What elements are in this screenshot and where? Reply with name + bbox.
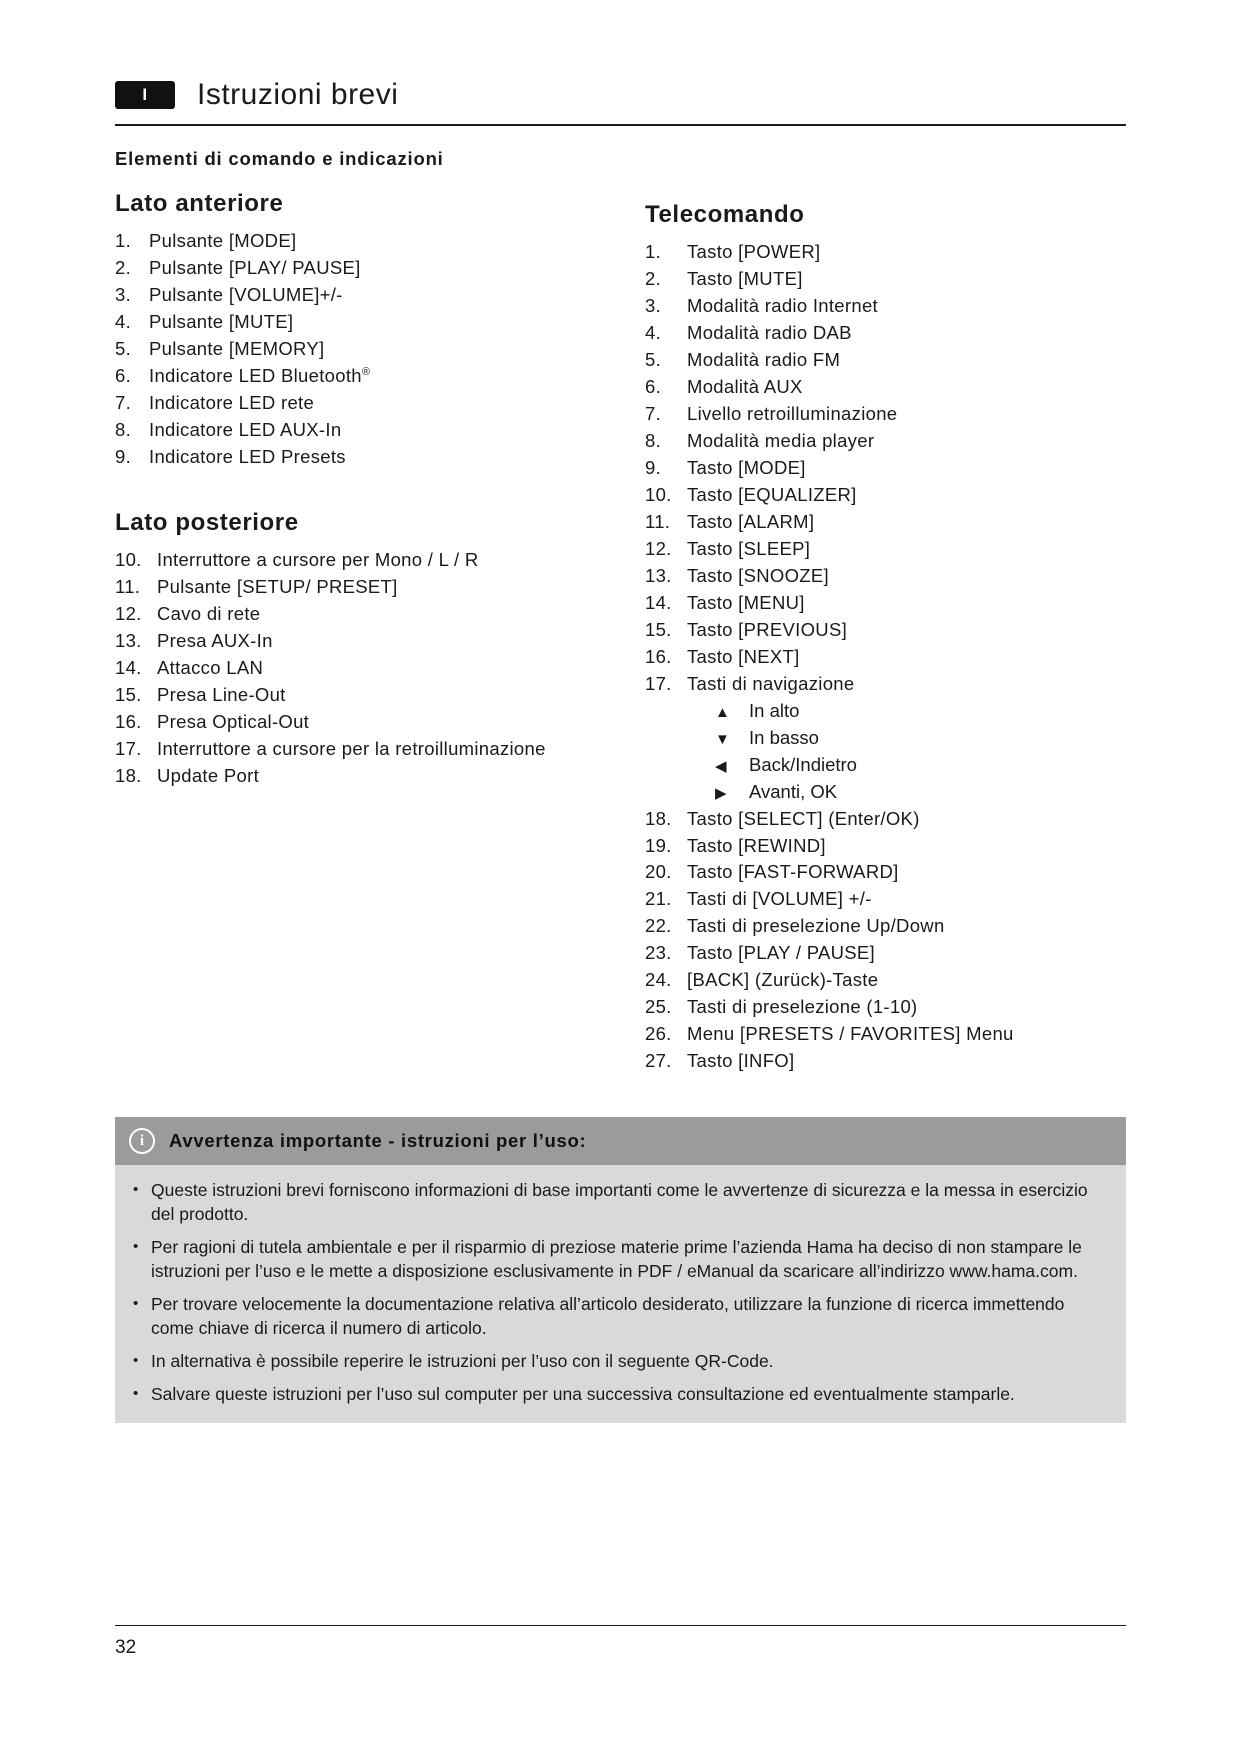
list-item — [645, 455, 1125, 482]
item-number: 15. — [645, 618, 672, 640]
list-item — [115, 655, 635, 682]
item-number: 20. — [645, 861, 672, 883]
list-item — [645, 886, 1125, 913]
section-subtitle: Elementi di comando e indicazioni — [115, 148, 444, 169]
item-number: 24. — [645, 969, 672, 991]
content-columns — [115, 190, 1126, 1075]
nav-subitem — [715, 751, 1125, 778]
list-lato-posteriore — [115, 547, 635, 790]
list-item — [133, 1293, 1108, 1341]
list-item — [645, 239, 1125, 266]
item-label: Presa Optical-Out — [157, 710, 310, 732]
bullet-icon: • — [133, 1237, 139, 1255]
item-label: Tasto [SLEEP] — [687, 537, 811, 559]
item-label: Tasto [MENU] — [687, 591, 805, 613]
item-label: Pulsante [VOLUME]+/- — [149, 284, 343, 306]
notice-bullet-list — [133, 1179, 1108, 1407]
list-telecomando-top — [645, 239, 1125, 697]
list-item — [115, 736, 635, 763]
item-label: Livello retroilluminazione — [687, 403, 898, 424]
item-number: 2. — [645, 268, 662, 290]
list-item — [115, 390, 635, 417]
item-number: 23. — [645, 942, 672, 964]
list-item — [645, 374, 1125, 401]
list-item — [115, 762, 635, 789]
list-item — [645, 563, 1125, 590]
list-item — [645, 994, 1125, 1021]
bullet-text: In alternativa è possibile reperire le istruzioni per l’uso con il seguente QR-Code. — [151, 1350, 774, 1371]
footer-divider — [115, 1625, 1126, 1626]
item-number: 12. — [645, 537, 672, 559]
item-label: Tasto [MUTE] — [687, 268, 803, 290]
list-item — [115, 282, 635, 309]
item-label: Pulsante [MODE] — [149, 230, 297, 252]
item-number: 6. — [645, 376, 662, 398]
item-number: 14. — [645, 591, 672, 613]
item-number: 18. — [115, 764, 142, 786]
nav-subitem-label: Back/Indietro — [749, 753, 857, 775]
item-label: Indicatore LED AUX-In — [149, 418, 342, 440]
item-label: Update Port — [157, 764, 260, 786]
item-label: Presa AUX-In — [157, 629, 273, 651]
item-label: Modalità AUX — [687, 376, 803, 398]
item-label: Pulsante [PLAY/ PAUSE] — [149, 257, 361, 279]
item-number: 16. — [645, 645, 672, 667]
item-number: 2. — [115, 257, 132, 279]
item-number: 10. — [645, 483, 672, 505]
item-number: 3. — [645, 295, 662, 317]
list-item — [115, 336, 635, 363]
arrow-right-icon: ▶ — [715, 784, 727, 802]
arrow-left-icon: ◀ — [715, 757, 727, 775]
list-item — [645, 1048, 1125, 1075]
bullet-text: Per trovare velocemente la documentazione relativa all’articolo desiderato, utilizzare la funzione di ricerca immettendo come chiave di ricerca il numero di articolo. — [151, 1293, 1065, 1338]
list-item — [115, 309, 635, 336]
bullet-text: Per ragioni di tutela ambientale e per il risparmio di preziose materie prime l’azienda Hama ha deciso di non stampare le istruzioni per l’uso e le mette a disposizione esclusivamente in PDF / eManual da scaricare all’indirizzo www.hama.com. — [151, 1236, 1082, 1281]
list-item — [645, 401, 1125, 428]
item-label: Tasto [POWER] — [687, 241, 821, 263]
list-item — [645, 536, 1125, 563]
item-number: 10. — [115, 548, 142, 570]
bullet-icon: • — [133, 1384, 139, 1402]
item-number: 4. — [115, 311, 132, 333]
item-number: 3. — [115, 284, 132, 306]
list-item — [133, 1179, 1108, 1227]
bullet-icon: • — [133, 1294, 139, 1312]
list-item — [645, 940, 1125, 967]
item-label: Indicatore LED Presets — [149, 445, 346, 467]
item-label: Modalità radio FM — [687, 349, 841, 371]
list-item — [645, 644, 1125, 671]
item-number: 26. — [645, 1023, 672, 1045]
item-number: 11. — [115, 575, 141, 597]
left-column — [115, 190, 635, 789]
list-item — [645, 967, 1125, 994]
list-item — [115, 574, 635, 601]
language-badge: I — [115, 81, 175, 109]
list-item — [115, 601, 635, 628]
item-number: 9. — [645, 456, 662, 478]
list-item — [645, 482, 1125, 509]
item-label: Tasto [NEXT] — [687, 645, 800, 667]
item-number: 5. — [645, 349, 662, 371]
item-label: Modalità media player — [687, 429, 875, 451]
item-label: Indicatore LED rete — [149, 392, 315, 413]
bullet-text: Queste istruzioni brevi forniscono informazioni di base importanti come le avvertenze di sicurezza e la messa in esercizio del prodotto. — [151, 1180, 1088, 1224]
page-header — [115, 0, 1126, 112]
item-label: Tasti di navigazione — [687, 672, 855, 694]
nav-subitem-label: In basso — [749, 726, 819, 748]
list-item — [645, 347, 1125, 374]
item-label-text: Indicatore LED Bluetooth — [149, 365, 362, 387]
item-label: Tasto [SELECT] (Enter/OK) — [687, 807, 920, 829]
item-label: Tasto [REWIND] — [687, 834, 826, 856]
list-item — [115, 363, 635, 390]
bullet-text: Salvare queste istruzioni per l’uso sul computer per una successiva consultazione ed eventualmente stamparle. — [151, 1383, 1015, 1404]
list-item — [115, 628, 635, 655]
item-label: [BACK] (Zurück)-Taste — [687, 969, 879, 991]
list-item — [133, 1236, 1108, 1284]
item-number: 8. — [645, 429, 662, 451]
item-number: 27. — [645, 1050, 672, 1072]
list-item — [115, 255, 635, 282]
list-item — [645, 617, 1125, 644]
list-item — [115, 444, 635, 471]
item-number: 11. — [645, 510, 671, 532]
item-number: 6. — [115, 365, 132, 387]
item-label: Modalità radio DAB — [687, 322, 852, 344]
item-label: Tasto [INFO] — [687, 1050, 795, 1072]
item-number: 5. — [115, 338, 132, 360]
item-label: Tasti di [VOLUME] +/- — [687, 888, 872, 910]
item-number: 7. — [645, 403, 662, 424]
item-number: 15. — [115, 683, 142, 705]
item-label: Modalità radio Internet — [687, 295, 878, 317]
heading-telecomando: Telecomando — [645, 201, 805, 228]
item-number: 4. — [645, 322, 662, 344]
item-number: 25. — [645, 996, 672, 1018]
list-item — [645, 320, 1125, 347]
bullet-icon: • — [133, 1351, 139, 1369]
item-number: 16. — [115, 710, 142, 732]
item-label: Tasto [MODE] — [687, 456, 806, 478]
list-item — [645, 428, 1125, 455]
item-label: Interruttore a cursore per Mono / L / R — [157, 548, 479, 570]
item-number: 7. — [115, 392, 132, 413]
item-label: Tasti di preselezione Up/Down — [687, 915, 945, 937]
list-telecomando-bottom — [645, 805, 1125, 1075]
item-label: Attacco LAN — [157, 656, 264, 678]
list-item — [115, 228, 635, 255]
item-label: Presa Line-Out — [157, 683, 286, 705]
nav-subitem — [715, 778, 1125, 805]
header-divider — [115, 124, 1126, 126]
list-item — [115, 709, 635, 736]
item-number: 22. — [645, 915, 672, 937]
list-item — [645, 266, 1125, 293]
list-lato-anteriore — [115, 228, 635, 471]
bullet-icon: • — [133, 1181, 139, 1198]
important-notice-box — [115, 1117, 1126, 1423]
item-number: 12. — [115, 602, 142, 624]
list-item — [645, 671, 1125, 698]
list-item — [645, 590, 1125, 617]
item-number: 21. — [645, 888, 672, 910]
list-item — [115, 682, 635, 709]
arrow-up-icon: ▲ — [715, 703, 730, 721]
item-number: 8. — [115, 418, 132, 440]
registered-trademark-symbol: ® — [361, 365, 371, 378]
list-item — [133, 1383, 1108, 1407]
item-number: 17. — [115, 737, 142, 759]
item-label: Tasto [PREVIOUS] — [687, 618, 848, 640]
item-number: 18. — [645, 807, 672, 829]
item-number: 13. — [645, 564, 672, 586]
arrow-down-icon: ▼ — [715, 730, 730, 748]
item-number: 1. — [115, 230, 132, 252]
item-number: 14. — [115, 656, 142, 678]
item-label: Tasto [ALARM] — [687, 510, 815, 532]
notice-body — [115, 1165, 1126, 1423]
item-number: 1. — [645, 241, 662, 263]
item-number: 13. — [115, 629, 142, 651]
item-label: Tasto [SNOOZE] — [687, 564, 829, 586]
item-number: 19. — [645, 834, 672, 856]
notice-header — [115, 1117, 1126, 1165]
heading-lato-posteriore: Lato posteriore — [115, 508, 299, 536]
list-item — [645, 509, 1125, 536]
navigation-keys-sublist — [715, 697, 1125, 805]
item-number: 17. — [645, 672, 672, 694]
item-label: Cavo di rete — [157, 602, 261, 624]
item-label: Tasti di preselezione (1-10) — [687, 996, 918, 1018]
item-label: Tasto [EQUALIZER] — [687, 483, 857, 505]
item-label — [149, 364, 635, 389]
page-title: Istruzioni brevi — [197, 78, 399, 111]
item-label: Menu [PRESETS / FAVORITES] Menu — [687, 1023, 1014, 1045]
item-label: Pulsante [MEMORY] — [149, 338, 325, 360]
nav-subitem-label: In alto — [749, 699, 800, 721]
list-item — [133, 1350, 1108, 1374]
right-column — [645, 190, 1125, 1075]
nav-subitem-label: Avanti, OK — [749, 780, 838, 802]
list-item — [645, 913, 1125, 940]
list-item — [645, 1021, 1125, 1048]
item-label: Tasto [PLAY / PAUSE] — [687, 942, 876, 964]
list-item — [115, 417, 635, 444]
info-icon: i — [129, 1128, 155, 1154]
list-item — [645, 832, 1125, 859]
page-number: 32 — [115, 1637, 137, 1658]
notice-title: Avvertenza importante - istruzioni per l’uso: — [169, 1130, 587, 1151]
item-number: 9. — [115, 445, 132, 467]
item-label: Interruttore a cursore per la retroilluminazione — [157, 737, 546, 759]
list-item — [645, 805, 1125, 832]
item-label: Tasto [FAST-FORWARD] — [687, 861, 899, 883]
list-item — [645, 859, 1125, 886]
nav-subitem — [715, 724, 1125, 751]
list-item — [645, 293, 1125, 320]
list-item — [115, 547, 635, 574]
item-label: Pulsante [SETUP/ PRESET] — [157, 575, 398, 597]
item-label: Pulsante [MUTE] — [149, 311, 294, 333]
heading-lato-anteriore: Lato anteriore — [115, 190, 284, 217]
nav-subitem — [715, 697, 1125, 724]
